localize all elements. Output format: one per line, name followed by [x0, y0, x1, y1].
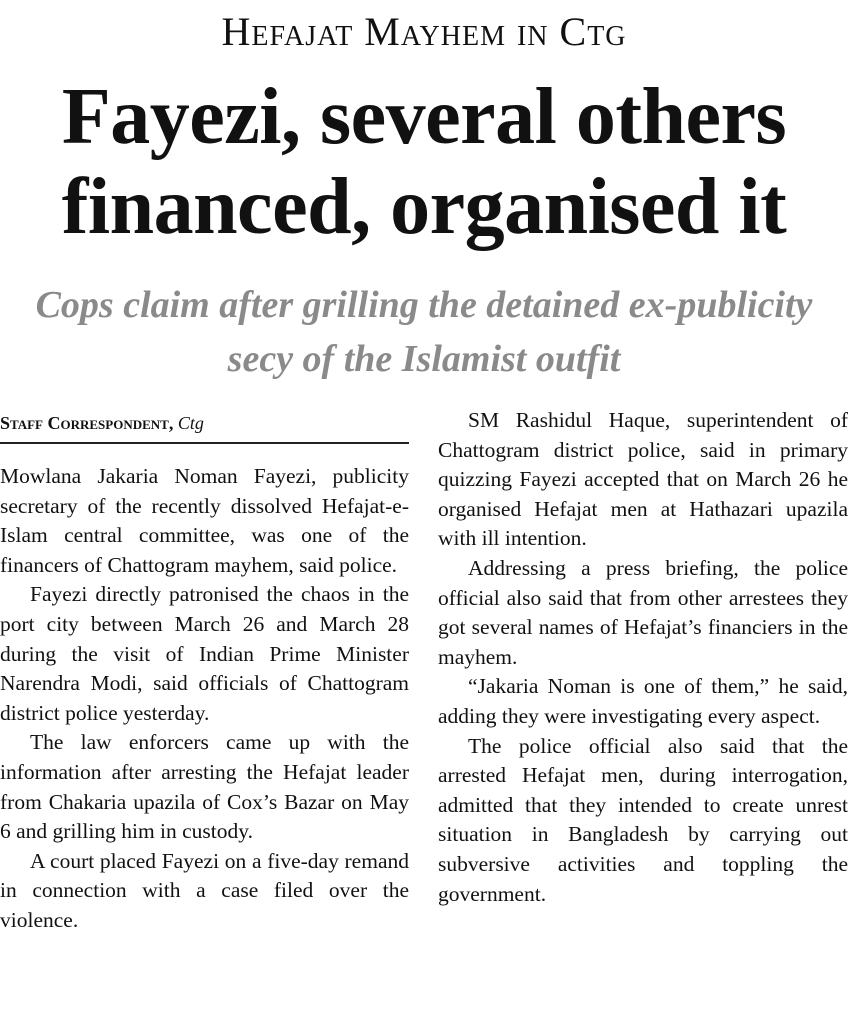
byline — [0, 410, 409, 436]
article-column-right — [438, 406, 848, 909]
paragraph: “Jakaria Noman is one of them,” he said, adding they were investigating every aspect. — [438, 674, 848, 728]
byline-name: Staff Correspondent, — [0, 413, 174, 433]
paragraph: A court placed Fayezi on a five-day remand in connection with a case filed over the violence. — [0, 848, 409, 932]
paragraph: The law enforcers came up with the information after arresting the Hefajat leader from Chakaria upazila of Cox’s Bazar on May 6 and grilling him in custody. — [0, 730, 409, 844]
byline-place: Ctg — [177, 413, 204, 433]
paragraph: Mowlana Jakaria Noman Fayezi, publicity secretary of the recently dissolved Hefajat-e-Islam central committee, was one of the financers of Chattogram mayhem, said police. — [0, 464, 409, 577]
paragraph: Fayezi directly patronised the chaos in the port city between March 26 and March 28 during the visit of Indian Prime Minister Narendra Modi, said officials of Chattogram district police yesterday. — [0, 582, 409, 725]
headline: Fayezi, several others financed, organised it — [61, 73, 787, 251]
byline-divider — [0, 442, 409, 444]
article-column-left — [0, 462, 409, 936]
paragraph: SM Rashidul Haque, superintendent of Chattogram district police, said in primary quizzing Fayezi accepted that on March 26 he organised Hefajat men at Hathazari upazila with ill intention. — [438, 408, 848, 551]
subheadline: Cops claim after grilling the detained ex-publicity secy of the Islamist outfit — [35, 284, 813, 380]
paragraph: The police official also said that the arrested Hefajat men, during interrogation, admitted that they intended to create unrest situation in Bangladesh by carrying out subversive activities and toppling the government. — [438, 733, 848, 906]
paragraph: Addressing a press briefing, the police official also said that from other arrestees they got several names of Hefajat’s financiers in the mayhem. — [438, 555, 848, 669]
kicker: Hefajat Mayhem in Ctg — [221, 9, 627, 54]
